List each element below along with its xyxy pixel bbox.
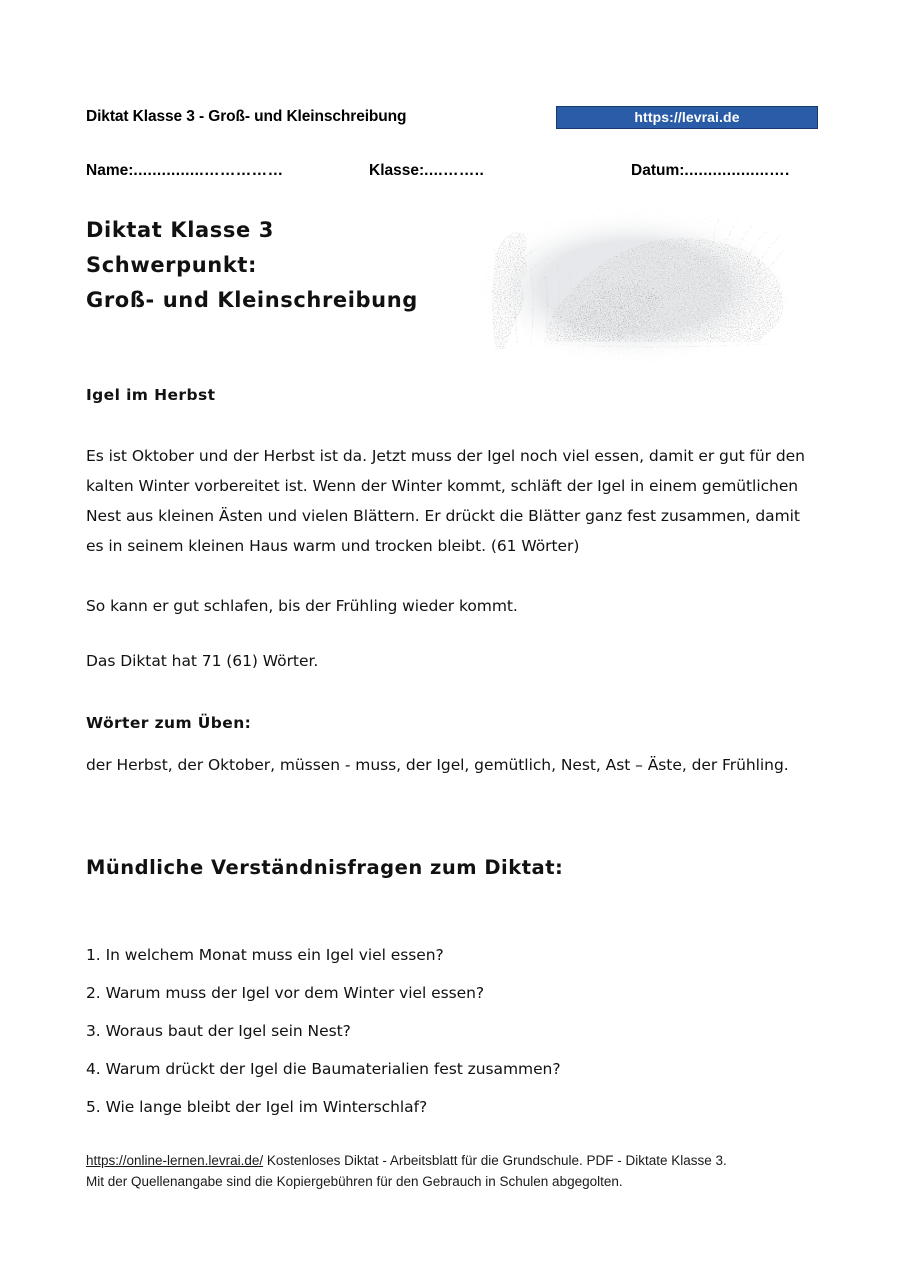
worksheet-title-block — [86, 213, 466, 318]
title-line-2: Schwerpunkt: — [86, 253, 258, 277]
hedgehog-image — [465, 203, 801, 368]
footer-line-1-rest: Kostenloses Diktat - Arbeitsblatt für die Grundschule. PDF - Diktate Klasse 3. — [263, 1153, 727, 1168]
practice-words: der Herbst, der Oktober, müssen - muss, der Igel, gemütlich, Nest, Ast – Äste, der Frühling. — [86, 756, 789, 774]
dictation-extra-line: So kann er gut schlafen, bis der Frühling wieder kommt. — [86, 597, 518, 615]
name-label: Name: — [86, 162, 134, 179]
name-field[interactable] — [86, 162, 284, 180]
name-dots: ...............…………… — [133, 162, 284, 179]
datum-dots: ..................…. — [684, 162, 790, 179]
url-banner-label: https://levrai.de — [634, 109, 740, 125]
datum-label: Datum: — [631, 162, 685, 179]
url-banner[interactable] — [556, 106, 818, 129]
questions-heading: Mündliche Verständnisfragen zum Diktat: — [86, 856, 564, 879]
footer-line-2: Mit der Quellenangabe sind die Kopiergebühren für den Gebrauch in Schulen abgegolten. — [86, 1174, 623, 1189]
dictation-heading: Igel im Herbst — [86, 386, 216, 404]
question-item: 1. In welchem Monat muss ein Igel viel essen? — [86, 946, 444, 964]
question-item: 4. Warum drückt der Igel die Baumaterialien fest zusammen? — [86, 1060, 561, 1078]
title-line-3: Groß- und Kleinschreibung — [86, 288, 418, 312]
datum-field[interactable] — [631, 162, 790, 180]
student-info-row — [86, 162, 826, 188]
question-item: 5. Wie lange bleibt der Igel im Winterschlaf? — [86, 1098, 428, 1116]
hedgehog-illustration — [465, 203, 801, 368]
questions-list — [86, 936, 816, 1126]
page-header — [86, 106, 821, 136]
klasse-label: Klasse: — [369, 162, 425, 179]
practice-heading: Wörter zum Üben: — [86, 714, 252, 732]
dictation-word-count: Das Diktat hat 71 (61) Wörter. — [86, 652, 319, 670]
dictation-paragraph: Es ist Oktober und der Herbst ist da. Jetzt muss der Igel noch viel essen, damit er gut für den kalten Winter vorbereitet ist. Wenn der Winter kommt, schläft der Igel in einem gemütlichen Nest aus kleinen Ästen und vielen Blättern. Er drückt die Blätter ganz fest zusammen, damit es in seinem kleinen Haus warm und trocken bleibt. (61 Wörter) — [86, 447, 805, 555]
footer-link[interactable]: https://online-lernen.levrai.de/ — [86, 1153, 264, 1168]
klasse-field[interactable] — [369, 162, 484, 180]
question-item: 2. Warum muss der Igel vor dem Winter viel essen? — [86, 984, 485, 1002]
page-footer — [86, 1150, 826, 1192]
klasse-dots: ....…….. — [424, 162, 485, 179]
header-title: Diktat Klasse 3 - Groß- und Kleinschreibung — [86, 108, 407, 125]
question-item: 3. Woraus baut der Igel sein Nest? — [86, 1022, 351, 1040]
title-line-1: Diktat Klasse 3 — [86, 218, 274, 242]
